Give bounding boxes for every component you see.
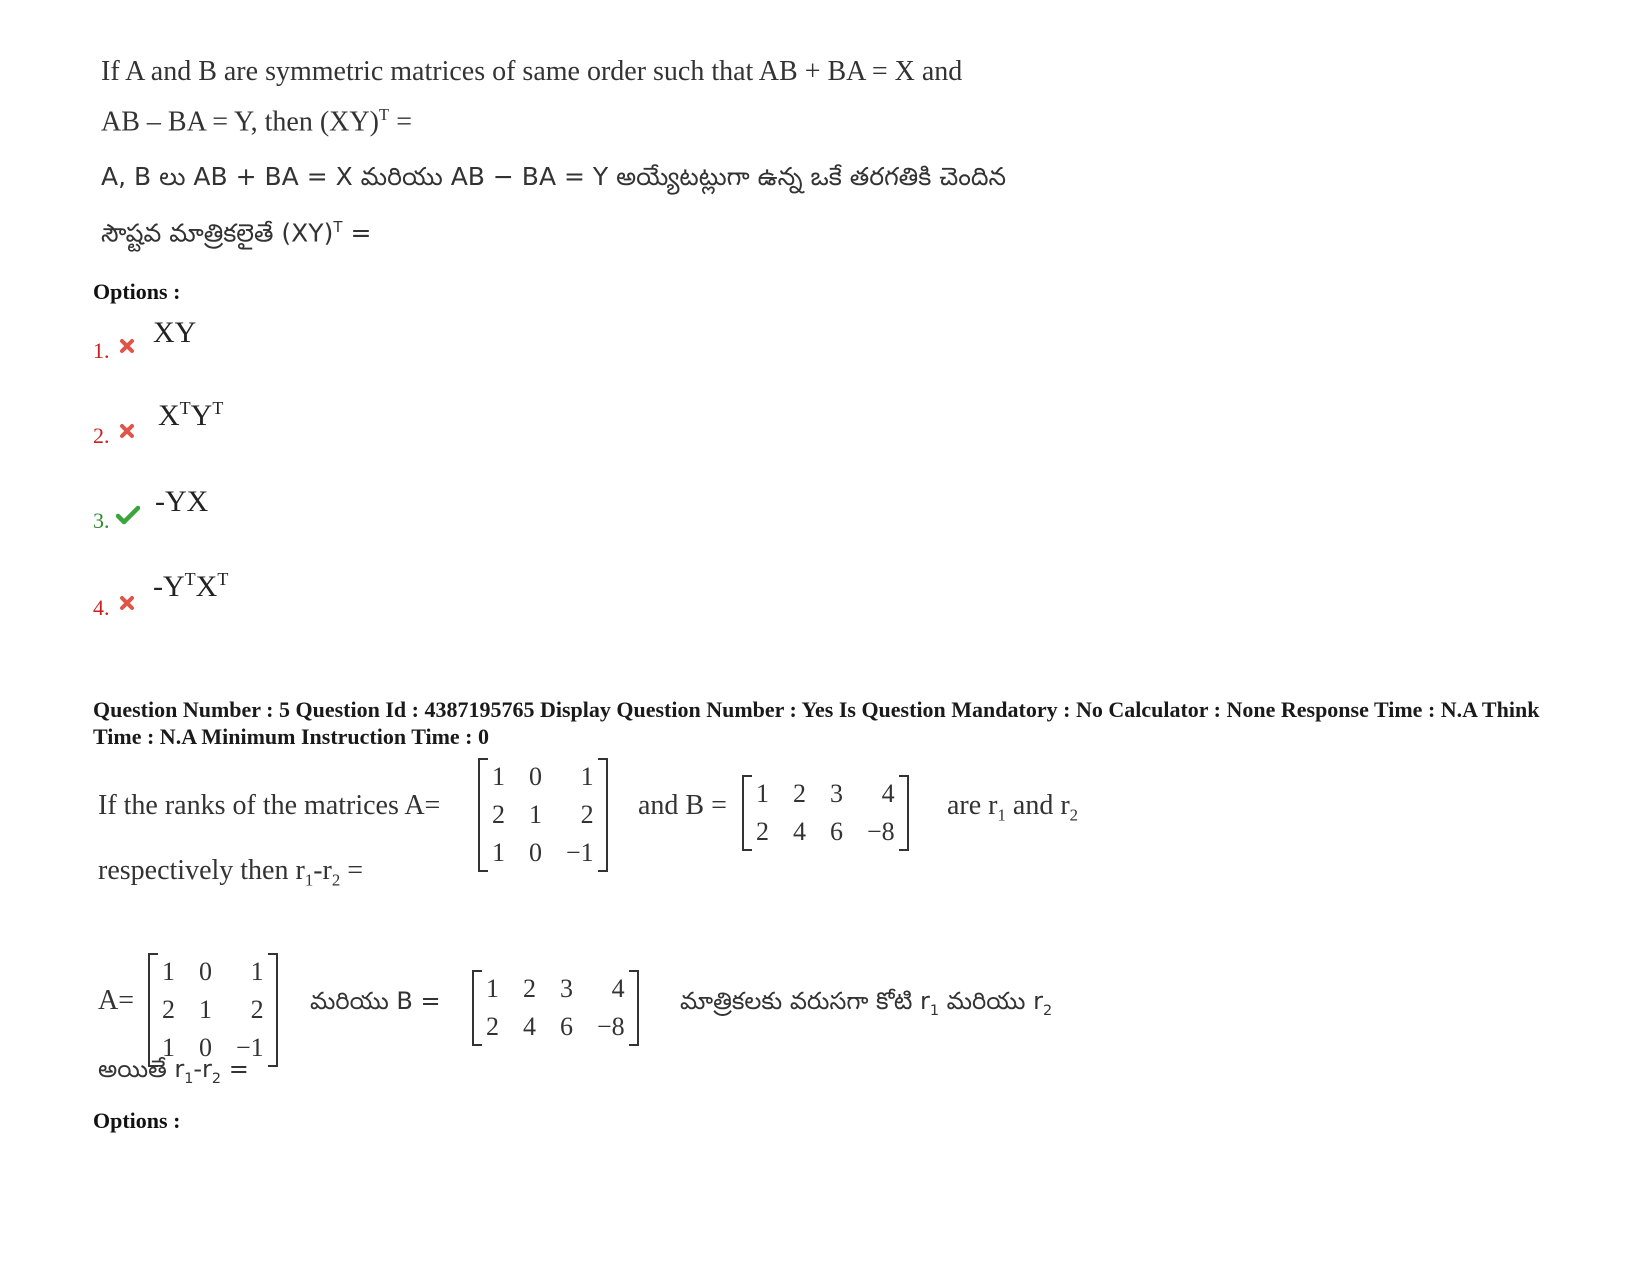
matrix-a-cell: 1 [162,1033,175,1062]
matrix-a-cell: 1 [162,957,175,986]
q4-telugu-line-2 [101,218,371,254]
matrix-b-telugu [474,970,637,1046]
q5-english-and-b: and B = [638,790,727,821]
option-4-answer [153,569,228,604]
q5-are-r: are r [947,790,998,821]
option-2-number: 2. [93,423,110,448]
opt2-x: X [158,399,180,432]
sub-2: 2 [211,1070,222,1087]
q5-english-prefix: If the ranks of the matrices A= [98,790,441,821]
matrix-a-cell: 1 [199,995,212,1024]
opt4-y: -Y [153,570,185,603]
matrix-b-cell: 1 [756,779,769,808]
option-4-number: 4. [93,595,110,620]
q5-telugu-line-2 [98,1055,249,1089]
matrix-b-cell: 3 [560,974,573,1003]
question-meta: Question Number : 5 Question Id : 4387195765 Display Question Number : Yes Is Question Mandatory : No Calculator : None Response Time : N.A Think Time : N.A Minimum Instruction Time : 0 [93,697,1540,749]
q5-telugu-suffix [680,987,1052,1021]
matrix-a [480,758,606,872]
q5-te-suffix-a: మాత్రికలకు వరుసగా కోటి r [680,987,930,1015]
q4-line2-equals: = [389,106,412,138]
transpose-sup: T [217,569,229,589]
matrix-b-cell: 2 [793,779,806,808]
transpose-sup: T [333,218,343,236]
matrix-a-cell: 1 [492,838,505,867]
q4-te-line2-equals: = [342,218,372,248]
opt2-y: Y [190,399,213,432]
matrix-a-cell: 1 [250,957,264,986]
sub-1: 1 [184,1070,194,1087]
matrix-b-cell: 6 [830,817,843,846]
matrix-a-cell: −1 [236,1033,264,1062]
matrix-a-cell: 0 [199,957,212,986]
q4-english-line-1: If A and B are symmetric matrices of same order such that AB + BA = X and [101,56,963,87]
q5-options-label: Options : [93,1108,181,1133]
matrix-b-cell: 4 [523,1012,536,1041]
option-1-number: 1. [93,338,110,363]
q5-minus-r: -r [313,855,332,886]
matrix-a-cell: 0 [529,762,542,791]
transpose-sup: T [212,398,224,418]
q5-equals: = [340,855,364,886]
matrix-b-cell: 4 [881,779,895,808]
wrong-cross-icon [119,423,135,439]
matrix-a-cell: 1 [580,762,594,791]
matrix-a-cell: −1 [566,838,594,867]
q5-and-r: and r [1005,790,1070,821]
q4-te-line2-text: సౌష్టవ మాత్రికలైతే (XY) [101,218,334,248]
wrong-cross-icon [119,338,135,354]
matrix-b [744,775,907,851]
option-3-number: 3. [93,508,110,533]
q4-english-line-2 [101,105,412,138]
transpose-sup: T [378,105,390,124]
option-3-answer: -YX [155,485,209,518]
q5-te-line2-c: = [221,1055,249,1083]
matrix-a-cell: 0 [529,838,542,867]
matrix-b-cell: 2 [523,974,536,1003]
matrix-b-cell: 2 [486,1012,499,1041]
matrix-b-cell: 4 [793,817,806,846]
sub-1: 1 [304,870,314,890]
q5-telugu-and-b: మరియు B = [310,987,441,1015]
sub-2: 2 [331,870,341,890]
matrix-a-telugu [150,953,276,1067]
q5-te-line2-a: అయితే r [98,1055,185,1083]
opt4-x: X [195,570,218,603]
option-1-answer: XY [153,316,197,349]
matrix-b-cell: 4 [611,974,625,1003]
transpose-sup: T [184,569,196,589]
matrix-a-cell: 0 [199,1033,212,1062]
matrix-a-cell: 2 [580,800,594,829]
correct-check-icon [116,505,140,525]
sub-1: 1 [929,1002,940,1019]
matrix-a-cell: 2 [162,995,175,1024]
q5-english-line-2 [98,855,363,891]
matrix-b-cell: −8 [867,817,895,846]
matrix-b-cell: 3 [830,779,843,808]
q5-te-line2-b: -r [193,1055,212,1083]
matrix-b-cell: 6 [560,1012,573,1041]
wrong-cross-icon [119,595,135,611]
matrix-a-cell: 1 [529,800,542,829]
matrix-a-cell: 1 [492,762,505,791]
matrix-a-cell: 2 [492,800,505,829]
sub-2: 2 [1069,805,1079,825]
q5-respectively: respectively then r [98,855,305,886]
q4-options-label: Options : [93,279,181,304]
transpose-sup: T [179,398,191,418]
q4-telugu-line-1: A, B లు AB + BA = X మరియు AB − BA = Y అయ్యేటట్లుగా ఉన్న ఒకే తరగతికి చెందిన [101,162,1007,191]
matrix-a-cell: 2 [250,995,264,1024]
matrix-b-cell: 1 [486,974,499,1003]
matrix-b-cell: −8 [597,1012,625,1041]
matrix-b-cell: 2 [756,817,769,846]
q4-line2-text: AB – BA = Y, then (XY) [101,106,379,138]
q5-te-suffix-b: మరియు r [939,987,1043,1015]
sub-1: 1 [997,805,1006,825]
sub-2: 2 [1042,1002,1053,1019]
option-2-answer [158,398,223,433]
q5-english-suffix [947,790,1078,826]
q5-telugu-prefix: A= [98,985,135,1016]
